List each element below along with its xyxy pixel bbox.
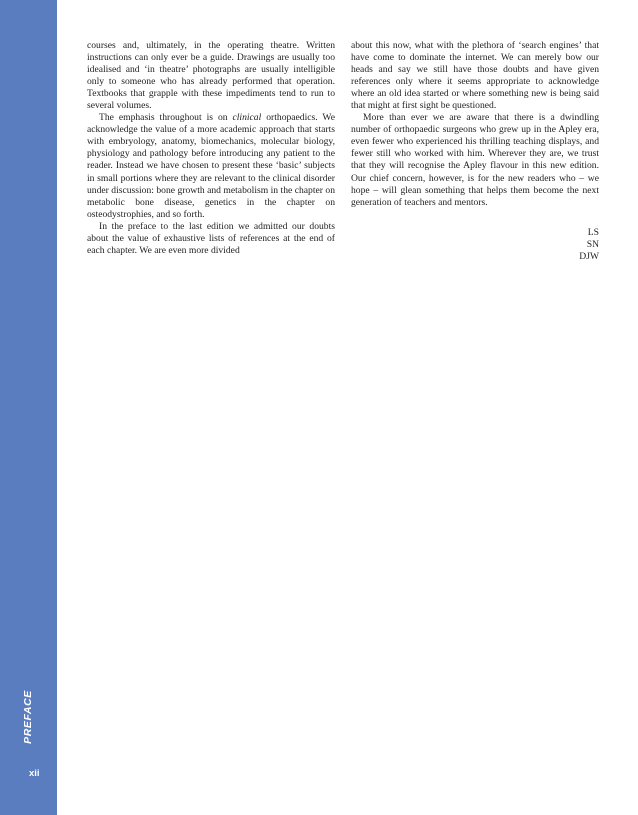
signature-ls: LS	[587, 226, 599, 238]
page-number: xii	[29, 768, 40, 779]
left-paragraph-2: The emphasis throughout is on clinical orthopaedics. We acknowledge the value of a more academic approach that starts with embryology, anatomy, biomechanics, molecular biology, physiology and pathology before introducing any patient to the reader. Instead we have chosen to present these ‘basic’ subjects in small portions where they are relevant to the clinical disorder under discussion: bone growth and metabolism in the chapter on metabolic bone disease, genetics in the chapter on osteodystrophies, and so forth.	[87, 112, 335, 220]
left-column	[87, 40, 335, 257]
section-label-text: PREFACE	[22, 690, 34, 744]
right-paragraph-1: about this now, what with the plethora of ‘search engines’ that have come to dominate the internet. We can merely bow our heads and say we still have those doubts and have given references only where it seems appropriate to acknowledge where an old idea started or where something new is being said that might at first sight be questioned.	[351, 40, 599, 112]
left-paragraph-1: courses and, ultimately, in the operating theatre. Written instructions can only ever be a guide. Drawings are usually too idealised and ‘in theatre’ photographs are usually intelligible only to someone who has already performed that operation. Textbooks that grapple with these impediments tend to run to several volumes.	[87, 40, 335, 112]
preface-sidebar	[0, 0, 57, 815]
signature-djw: DJW	[579, 250, 599, 262]
right-paragraph-2: More than ever we are aware that there is a dwindling number of orthopaedic surgeons who grew up in the Apley era, even fewer who experienced his thrilling teaching displays, and fewer still who worked with him. Wherever they are, we trust that they will recognise the Apley flavour in this new edition. Our chief concern, however, is for the new readers who – we hope – will glean something that helps them become the next generation of teachers and mentors.	[351, 112, 599, 208]
signature-sn: SN	[586, 238, 599, 250]
right-column	[351, 40, 599, 263]
author-signatures	[351, 227, 599, 263]
left-paragraph-3: In the preface to the last edition we admitted our doubts about the value of exhaustive lists of references at the end of each chapter. We are even more divided	[87, 220, 335, 256]
